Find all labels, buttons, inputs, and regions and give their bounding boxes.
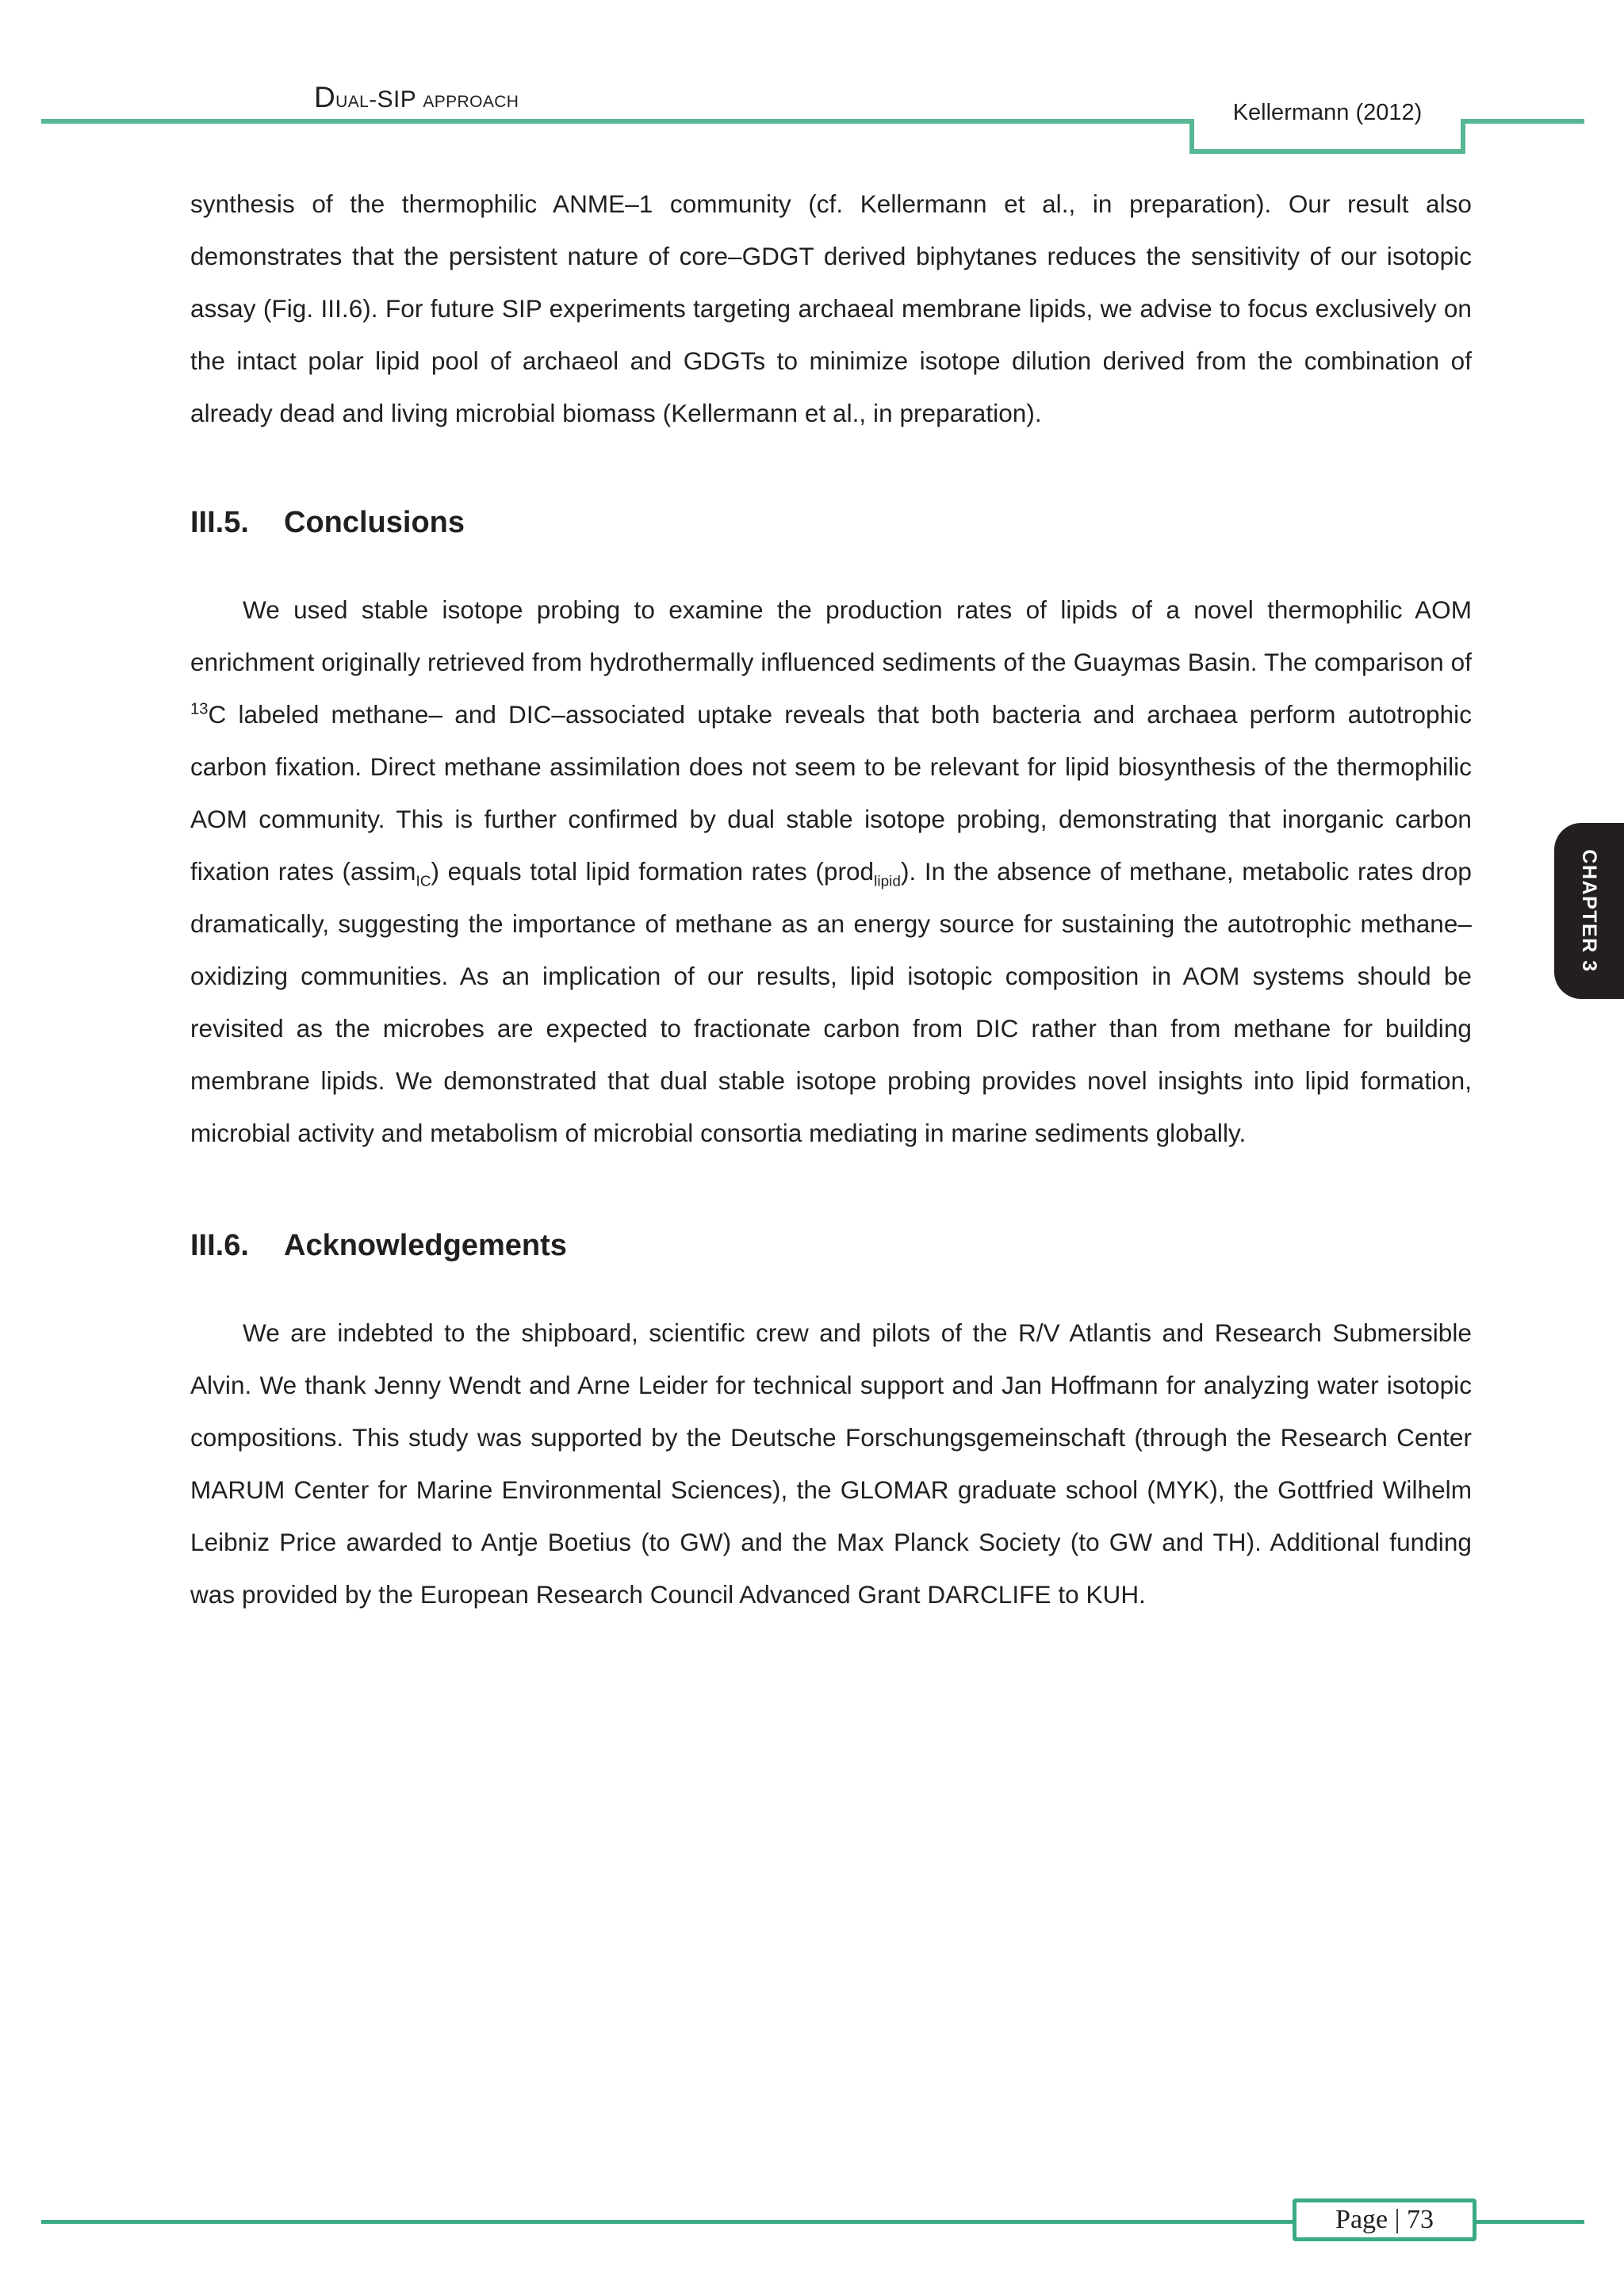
page-content xyxy=(190,178,1472,1621)
spacer xyxy=(190,1159,1472,1230)
section-number-conclusions: III.5. xyxy=(190,506,249,539)
section-heading-acknowledgements xyxy=(190,1230,1472,1261)
prod-subscript: lipid xyxy=(874,873,901,890)
chapter-tab-label: CHAPTER 3 xyxy=(1578,849,1601,973)
section-title-acknowledgements: Acknowledgements xyxy=(284,1229,567,1262)
paragraph-acknowledgements: We are indebted to the shipboard, scientific crew and pilots of the R/V Atlantis and Research Submersible Alvin. We thank Jenny Wendt and Arne Leider for technical support and Jan Hoffmann for analyzing water isotopic compositions. This study was supported by the Deutsche Forschungsgemeinschaft (through the Research Center MARUM Center for Marine Environmental Sciences), the GLOMAR graduate school (MYK), the Gottfried Wilhelm Leibniz Price awarded to Antje Boetius (to GW) and the Max Planck Society (to GW and TH). Additional funding was provided by the European Research Council Advanced Grant DARCLIFE to KUH. xyxy=(190,1318,1472,1609)
conclusions-text-part3: ) equals total lipid formation rates (prod xyxy=(431,857,875,886)
spacer xyxy=(190,538,1472,584)
header-rule-right xyxy=(1461,119,1584,124)
header-reference: Kellermann (2012) xyxy=(1232,100,1423,125)
page-header xyxy=(0,0,1624,159)
paragraph-continued: synthesis of the thermophilic ANME–1 community (cf. Kellermann et al., in preparation). Our result also demonstrates that the persistent nature of core–GDGT derived biphytanes reduces the sensitivity of our isotopic assay (Fig. III.6). For future SIP experiments targeting archaeal membrane lipids, we advise to focus exclusively on the intact polar lipid pool of archaeol and GDGTs to minimize isotope dilution derived from the combination of already dead and living microbial biomass (Kellermann et al., in preparation). xyxy=(190,189,1472,427)
running-title-dropcap: D xyxy=(314,81,336,113)
running-title-rest: ual-SIP approach xyxy=(335,86,519,113)
assim-subscript: IC xyxy=(416,873,431,890)
footer-rule-right xyxy=(1477,2220,1584,2224)
conclusions-text-part4: ). In the absence of methane, metabolic rates drop dramatically, suggesting the importance of methane as an energy source for sustaining the autotrophic methane–oxidizing communities. As an implication of our results, lipid isotopic composition in AOM systems should be revisited as the microbes are expected to fractionate carbon from DIC rather than from methane for building membrane lipids. We demonstrated that dual stable isotope probing provides novel insights into lipid formation, microbial activity and metabolism of microbial consortia mediating in marine sediments globally. xyxy=(190,857,1472,1147)
conclusions-text-part2: C labeled methane– and DIC–associated uptake reveals that both bacteria and archaea perform autotrophic carbon fixation. Direct methane assimilation does not seem to be relevant for lipid biosynthesis of the thermophilic AOM community. This is further confirmed by dual stable isotope probing, demonstrating that inorganic carbon fixation rates (assim xyxy=(190,700,1472,886)
chapter-tab xyxy=(1554,823,1624,999)
isotope-superscript: 13 xyxy=(190,700,209,718)
page-number-label: Page | 73 xyxy=(1335,2205,1434,2234)
spacer xyxy=(190,1261,1472,1307)
running-title xyxy=(314,82,519,112)
header-notch-bottom-edge xyxy=(1189,149,1465,154)
footer-rule-left xyxy=(41,2220,1293,2224)
conclusions-text-part1: We used stable isotope probing to examine the production rates of lipids of a novel thermophilic AOM enrichment originally retrieved from hydrothermally influenced sediments of the Guaymas Basin. The comparison of xyxy=(190,595,1472,676)
header-rule-left xyxy=(41,119,1194,124)
section-heading-conclusions xyxy=(190,507,1472,538)
section-title-conclusions: Conclusions xyxy=(284,506,465,539)
spacer xyxy=(190,439,1472,507)
paragraph-conclusions xyxy=(190,584,1472,1159)
section-number-acknowledgements: III.6. xyxy=(190,1229,249,1262)
